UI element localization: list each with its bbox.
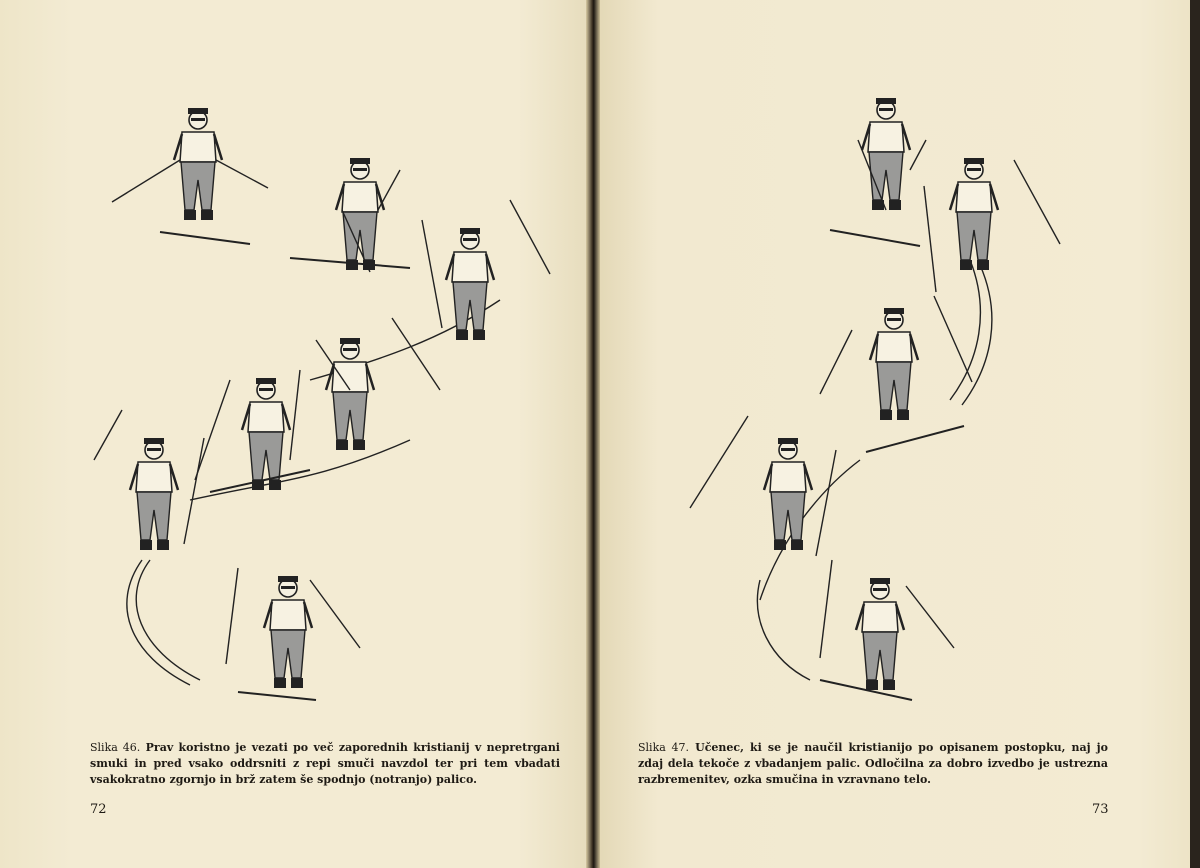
figure-caption-left bbox=[90, 740, 560, 788]
book-edge bbox=[1190, 0, 1200, 868]
figure-caption-right bbox=[638, 740, 1108, 788]
skier-illustration-right bbox=[680, 60, 1100, 710]
page-number-left: 72 bbox=[90, 802, 107, 817]
caption-label: Slika 47. bbox=[638, 741, 690, 754]
caption-text: Prav koristno je vezati po več zaporednih kristianij v nepretrgani smuki in pred vsako oddrsniti z repi smuči navzdol ter pri tem vbadati vsakokratno zgornjo in brž zatem še spodnjo (notranjo) palico. bbox=[90, 741, 560, 786]
caption-text: Učenec, ki se je naučil kristianijo po opisanem postopku, naj jo zdaj dela tekoče z vbadanjem palic. Odločilna za dobro izvedbo je ustrezna razbremenitev, ozka smučina in vzravnano telo. bbox=[638, 741, 1108, 786]
page-number-right: 73 bbox=[1092, 802, 1109, 817]
skier-illustration-left bbox=[80, 60, 570, 710]
caption-label: Slika 46. bbox=[90, 741, 141, 754]
book-gutter bbox=[586, 0, 600, 868]
